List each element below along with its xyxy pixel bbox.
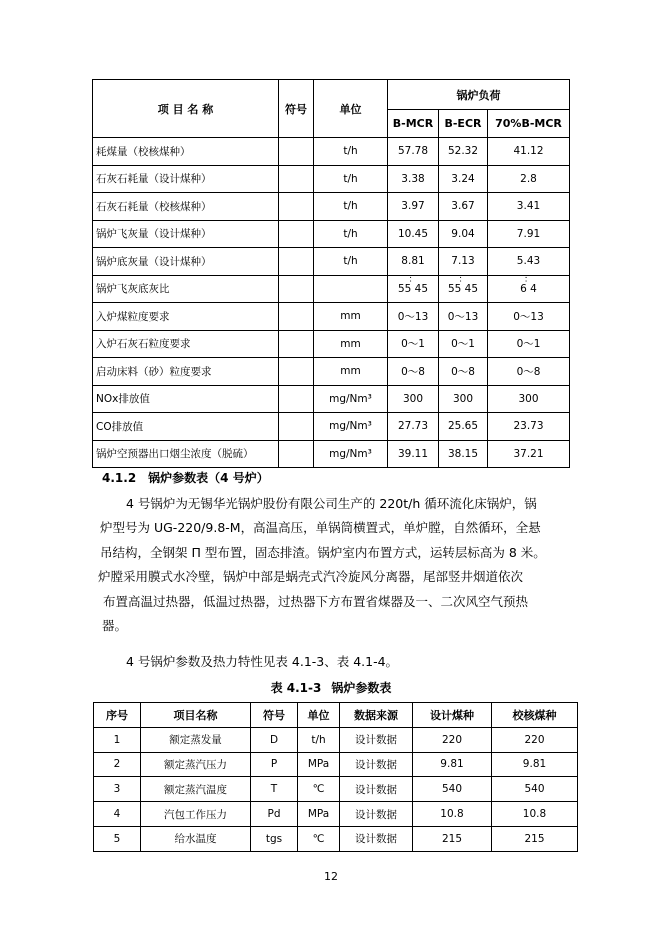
- row-bmcr-value: 10.45: [388, 220, 439, 248]
- row-design-coal: 9.81: [413, 752, 492, 777]
- paragraph-line: 4 号锅炉为无锡华光锅炉股份有限公司生产的 220t/h 循环流化床锅炉，锅: [126, 496, 537, 511]
- row-becr-value: 7.13: [439, 248, 488, 276]
- table-header-row: [94, 703, 578, 728]
- row-check-coal: 540: [492, 777, 578, 802]
- row-70-bmcr-value: 41.12: [488, 138, 570, 166]
- row-70-bmcr-value: 37.21: [488, 440, 570, 468]
- row-70-bmcr-value: 5.43: [488, 248, 570, 276]
- row-becr-value: 38.15: [439, 440, 488, 468]
- header-symbol: 符号: [251, 703, 298, 728]
- table-header-row: [93, 80, 570, 110]
- row-symbol: [279, 220, 314, 248]
- section-number: 4.1.2: [102, 471, 137, 485]
- row-unit: t/h: [314, 138, 388, 166]
- table-row: [93, 248, 570, 276]
- row-item-name: 额定蒸汽压力: [141, 752, 251, 777]
- row-becr-value: 9.04: [439, 220, 488, 248]
- paragraph-line: 器。: [102, 618, 128, 634]
- table-row: [93, 193, 570, 221]
- row-symbol: [279, 138, 314, 166]
- row-unit: mm: [314, 303, 388, 331]
- row-bmcr-value: 3.38: [388, 165, 439, 193]
- row-index: 4: [94, 802, 141, 827]
- row-data-source: 设计数据: [340, 777, 413, 802]
- row-symbol: [279, 358, 314, 386]
- row-name: 石灰石耗量（设计煤种）: [93, 165, 279, 193]
- row-name: 锅炉空预器出口烟尘浓度（脱硫）: [93, 440, 279, 468]
- table-row: [93, 138, 570, 166]
- row-design-coal: 540: [413, 777, 492, 802]
- row-bmcr-value: 8.81: [388, 248, 439, 276]
- row-unit: mg/Nm³: [314, 440, 388, 468]
- row-data-source: 设计数据: [340, 752, 413, 777]
- row-unit: mm: [314, 330, 388, 358]
- caption-number: 表 4.1-3: [270, 681, 322, 695]
- row-symbol: [279, 413, 314, 441]
- row-name: 锅炉飞灰量（设计煤种）: [93, 220, 279, 248]
- table-row: [93, 220, 570, 248]
- table-row: [93, 165, 570, 193]
- row-check-coal: 10.8: [492, 802, 578, 827]
- row-becr-value: 52.32: [439, 138, 488, 166]
- row-unit: ℃: [298, 826, 340, 851]
- row-symbol: [279, 165, 314, 193]
- row-70-bmcr-value: [488, 275, 570, 303]
- row-name: CO排放值: [93, 413, 279, 441]
- table-caption: [0, 679, 662, 696]
- row-becr-value: 3.67: [439, 193, 488, 221]
- row-becr-value: 3.24: [439, 165, 488, 193]
- row-bmcr-value: 3.97: [388, 193, 439, 221]
- row-symbol: P: [251, 752, 298, 777]
- row-index: 3: [94, 777, 141, 802]
- row-unit: t/h: [314, 193, 388, 221]
- row-data-source: 设计数据: [340, 802, 413, 827]
- row-item-name: 给水温度: [141, 826, 251, 851]
- row-name: NOx排放值: [93, 385, 279, 413]
- row-name: 锅炉底灰量（设计煤种）: [93, 248, 279, 276]
- table-body: [94, 727, 578, 851]
- section-title: 锅炉参数表（4 号炉）: [148, 471, 269, 485]
- row-unit: mg/Nm³: [314, 413, 388, 441]
- header-70-bmcr: 70%B-MCR: [488, 110, 570, 138]
- row-70-bmcr-value: 300: [488, 385, 570, 413]
- paragraph-line: 布置高温过热器，低温过热器，过热器下方布置省煤器及一、二次风空气预热: [103, 593, 529, 609]
- row-index: 5: [94, 826, 141, 851]
- row-unit: t/h: [314, 220, 388, 248]
- reference-paragraph: 4 号锅炉参数及热力特性见表 4.1-3、表 4.1-4。: [126, 654, 399, 669]
- row-becr-value: 0～8: [439, 358, 488, 386]
- header-design-coal: 设计煤种: [413, 703, 492, 728]
- row-check-coal: 215: [492, 826, 578, 851]
- row-becr-value: [439, 275, 488, 303]
- ratio-value: [397, 274, 429, 295]
- row-bmcr-value: 0～8: [388, 358, 439, 386]
- row-symbol: [279, 303, 314, 331]
- row-check-coal: 220: [492, 727, 578, 752]
- header-bmcr: B-MCR: [388, 110, 439, 138]
- row-70-bmcr-value: 23.73: [488, 413, 570, 441]
- row-index: 2: [94, 752, 141, 777]
- paragraph-line: 炉型号为 UG-220/9.8-M，高温高压，单锅筒横置式，单炉膛，自然循环，全悬: [100, 520, 541, 536]
- row-bmcr-value: 0～1: [388, 330, 439, 358]
- row-bmcr-value: 300: [388, 385, 439, 413]
- ratio-colon: ：: [458, 274, 468, 285]
- row-design-coal: 220: [413, 727, 492, 752]
- row-unit: [314, 275, 388, 303]
- row-name: 锅炉飞灰底灰比: [93, 275, 279, 303]
- table-row: [93, 385, 570, 413]
- row-unit: t/h: [314, 248, 388, 276]
- header-item-name: 项目名称: [141, 703, 251, 728]
- table-body: [93, 138, 570, 468]
- row-index: 1: [94, 727, 141, 752]
- paragraph-line: 炉膛采用膜式水冷壁，锅炉中部是蜗壳式汽冷旋风分离器，尾部竖井烟道依次: [98, 569, 524, 585]
- section-heading: [102, 469, 269, 486]
- row-name: 耗煤量（校核煤种）: [93, 138, 279, 166]
- row-becr-value: 0～1: [439, 330, 488, 358]
- row-design-coal: 10.8: [413, 802, 492, 827]
- row-70-bmcr-value: 7.91: [488, 220, 570, 248]
- table-row: [93, 303, 570, 331]
- ratio-text: 55 45: [447, 282, 479, 295]
- ratio-colon: ：: [408, 274, 418, 285]
- row-becr-value: 25.65: [439, 413, 488, 441]
- row-name: 入炉煤粒度要求: [93, 303, 279, 331]
- header-becr: B-ECR: [439, 110, 488, 138]
- row-70-bmcr-value: 0～1: [488, 330, 570, 358]
- row-name: 石灰石耗量（校核煤种）: [93, 193, 279, 221]
- row-symbol: [279, 275, 314, 303]
- boiler-parameter-table: [93, 702, 578, 852]
- table-row: [94, 826, 578, 851]
- row-item-name: 额定蒸汽温度: [141, 777, 251, 802]
- row-bmcr-value: [388, 275, 439, 303]
- row-becr-value: 300: [439, 385, 488, 413]
- ratio-value: [447, 274, 479, 295]
- row-70-bmcr-value: 0～8: [488, 358, 570, 386]
- row-bmcr-value: 0～13: [388, 303, 439, 331]
- table-row: [94, 802, 578, 827]
- row-symbol: Pd: [251, 802, 298, 827]
- row-symbol: D: [251, 727, 298, 752]
- row-symbol: [279, 248, 314, 276]
- ratio-text: 55 45: [397, 282, 429, 295]
- row-unit: ℃: [298, 777, 340, 802]
- row-unit: t/h: [314, 165, 388, 193]
- row-70-bmcr-value: 3.41: [488, 193, 570, 221]
- row-design-coal: 215: [413, 826, 492, 851]
- row-symbol: tgs: [251, 826, 298, 851]
- row-symbol: [279, 193, 314, 221]
- row-bmcr-value: 57.78: [388, 138, 439, 166]
- row-symbol: [279, 385, 314, 413]
- row-item-name: 汽包工作压力: [141, 802, 251, 827]
- ratio-text: 6 4: [520, 282, 537, 295]
- table-row: [93, 275, 570, 303]
- row-data-source: 设计数据: [340, 826, 413, 851]
- row-symbol: [279, 330, 314, 358]
- table-row: [93, 358, 570, 386]
- row-check-coal: 9.81: [492, 752, 578, 777]
- description-paragraph: [100, 492, 562, 638]
- header-unit: 单位: [298, 703, 340, 728]
- row-unit: MPa: [298, 752, 340, 777]
- paragraph-line: 吊结构，全钢架 П 型布置，固态排渣。锅炉室内布置方式，运转层标高为 8 米。: [100, 544, 546, 560]
- table-row: [93, 413, 570, 441]
- caption-title: 锅炉参数表: [331, 681, 392, 695]
- row-becr-value: 0～13: [439, 303, 488, 331]
- header-item-name: 项 目 名 称: [93, 80, 279, 138]
- header-symbol: 符号: [279, 80, 314, 138]
- table-row: [94, 752, 578, 777]
- table-row: [94, 777, 578, 802]
- row-symbol: [279, 440, 314, 468]
- ratio-colon: ：: [523, 274, 533, 285]
- row-unit: mg/Nm³: [314, 385, 388, 413]
- header-boiler-load: 锅炉负荷: [388, 80, 570, 110]
- row-unit: mm: [314, 358, 388, 386]
- row-unit: t/h: [298, 727, 340, 752]
- table-row: [93, 330, 570, 358]
- header-data-source: 数据来源: [340, 703, 413, 728]
- row-unit: MPa: [298, 802, 340, 827]
- header-check-coal: 校核煤种: [492, 703, 578, 728]
- header-unit: 单位: [314, 80, 388, 138]
- row-symbol: T: [251, 777, 298, 802]
- row-bmcr-value: 39.11: [388, 440, 439, 468]
- ratio-value: [520, 274, 537, 295]
- table-row: [94, 727, 578, 752]
- row-70-bmcr-value: 2.8: [488, 165, 570, 193]
- table-row: [93, 440, 570, 468]
- row-bmcr-value: 27.73: [388, 413, 439, 441]
- row-70-bmcr-value: 0～13: [488, 303, 570, 331]
- row-name: 启动床料（砂）粒度要求: [93, 358, 279, 386]
- header-index: 序号: [94, 703, 141, 728]
- row-data-source: 设计数据: [340, 727, 413, 752]
- row-item-name: 额定蒸发量: [141, 727, 251, 752]
- row-name: 入炉石灰石粒度要求: [93, 330, 279, 358]
- page-number: 12: [324, 870, 338, 883]
- boiler-load-table: [92, 79, 570, 468]
